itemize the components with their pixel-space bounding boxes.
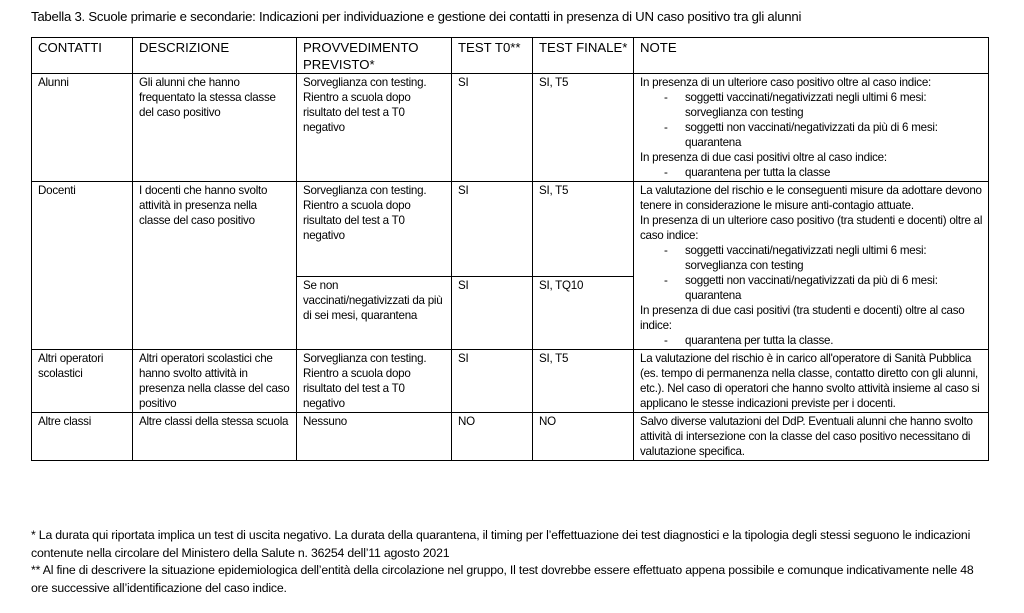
cell-test-finale: NO <box>533 413 634 461</box>
dash-marker: - <box>664 274 668 287</box>
cell-test-t0: SI <box>452 350 533 413</box>
header-note: NOTE <box>634 38 989 74</box>
note-paragraph: In presenza di un ulteriore caso positivo (tra studenti e docenti) oltre al caso indice: <box>640 214 983 242</box>
cell-provvedimento: Sorveglianza con testing. Rientro a scuola dopo risultato del test a T0 negativo <box>297 74 452 182</box>
note-bullet-text: soggetti non vaccinati/negativizzati da più di 6 mesi: quarantena <box>685 274 938 302</box>
note-bullet-text: quarantena per tutta la classe <box>685 166 831 179</box>
note-bullet-text: quarantena per tutta la classe. <box>685 334 834 347</box>
note-bullet-text: soggetti vaccinati/negativizzati negli ultimi 6 mesi: sorveglianza con testing <box>685 244 927 272</box>
cell-descrizione: Altre classi della stessa scuola <box>133 413 297 461</box>
contacts-table <box>31 37 989 461</box>
cell-note <box>634 350 989 413</box>
note-bullet <box>640 333 983 348</box>
cell-contatti: Altre classi <box>32 413 133 461</box>
table-row <box>32 74 989 182</box>
cell-test-t0: SI <box>452 182 533 277</box>
note-paragraph: La valutazione del rischio è in carico all'operatore di Sanità Pubblica (es. tempo di permanenza nella classe, contatto diretto con gli alunni, etc.). Nel caso di operatori che hanno svolto attività insieme al caso si applicano le stesse indicazioni previste per i docenti. <box>640 352 980 410</box>
cell-provvedimento: Sorveglianza con testing. Rientro a scuola dopo risultato del test a T0 negativo <box>297 350 452 413</box>
dash-marker: - <box>664 244 668 257</box>
note-bullet <box>640 90 983 120</box>
cell-provvedimento: Nessuno <box>297 413 452 461</box>
table-row <box>32 350 989 413</box>
table-header-row <box>32 38 989 74</box>
note-bullet <box>640 165 983 180</box>
cell-contatti: Docenti <box>32 182 133 350</box>
table-row <box>32 182 989 277</box>
cell-contatti: Altri operatori scolastici <box>32 350 133 413</box>
footnote-1: * La durata qui riportata implica un test di uscita negativo. La durata della quarantena, il timing per l’effettuazione dei test diagnostici e la tipologia degli stessi seguono le indicazioni contenute nella circolare del Ministero della Salute n. 36254 dell’11 agosto 2021 <box>31 528 971 560</box>
cell-test-t0: SI <box>452 277 533 350</box>
dash-marker: - <box>664 334 668 347</box>
cell-provvedimento: Se non vaccinati/negativizzati da più di sei mesi, quarantena <box>297 277 452 350</box>
dash-marker: - <box>664 121 668 134</box>
footnotes <box>31 527 991 597</box>
cell-provvedimento: Sorveglianza con testing. Rientro a scuola dopo risultato del test a T0 negativo <box>297 182 452 277</box>
cell-note <box>634 413 989 461</box>
header-test-t0: TEST T0** <box>452 38 533 74</box>
note-bullet <box>640 120 983 150</box>
footnote-2: ** Al fine di descrivere la situazione epidemiologica dell’entità della circolazione nel gruppo, Il test dovrebbe essere effettuato appena possibile e comunque indicativamente nelle 48 ore successive all’identificazione del caso indice. <box>31 563 974 595</box>
header-descrizione: DESCRIZIONE <box>133 38 297 74</box>
dash-marker: - <box>664 166 668 179</box>
note-bullet <box>640 243 983 273</box>
cell-descrizione: Gli alunni che hanno frequentato la stessa classe del caso positivo <box>133 74 297 182</box>
note-paragraph: In presenza di due casi positivi (tra studenti e docenti) oltre al caso indice: <box>640 304 965 332</box>
cell-descrizione: Altri operatori scolastici che hanno svolto attività in presenza nella classe del caso positivo <box>133 350 297 413</box>
header-test-finale: TEST FINALE* <box>533 38 634 74</box>
header-provvedimento <box>297 38 452 74</box>
cell-contatti: Alunni <box>32 74 133 182</box>
cell-note <box>634 182 989 350</box>
cell-note <box>634 74 989 182</box>
header-provvedimento-line2: PREVISTO* <box>303 57 375 72</box>
cell-descrizione: I docenti che hanno svolto attività in presenza nella classe del caso positivo <box>133 182 297 350</box>
header-contatti: CONTATTI <box>32 38 133 74</box>
table-caption: Tabella 3. Scuole primarie e secondarie: Indicazioni per individuazione e gestione dei contatti in presenza di UN caso positivo tra gli alunni <box>31 9 802 24</box>
note-paragraph: In presenza di un ulteriore caso positivo oltre al caso indice: <box>640 76 932 89</box>
note-paragraph: Salvo diverse valutazioni del DdP. Eventuali alunni che hanno svolto attività di intersezione con la classe del caso positivo necessitano di valutazione specifica. <box>640 415 973 458</box>
cell-test-finale: SI, T5 <box>533 182 634 277</box>
note-bullet-text: soggetti vaccinati/negativizzati negli ultimi 6 mesi: sorveglianza con testing <box>685 91 927 119</box>
note-paragraph: La valutazione del rischio e le conseguenti misure da adottare devono tenere in considerazione le misure anti-contagio attuate. <box>640 184 982 212</box>
cell-test-t0: NO <box>452 413 533 461</box>
note-paragraph: In presenza di due casi positivi oltre al caso indice: <box>640 151 887 164</box>
cell-test-finale: SI, TQ10 <box>533 277 634 350</box>
note-bullet-text: soggetti non vaccinati/negativizzati da più di 6 mesi: quarantena <box>685 121 938 149</box>
cell-test-finale: SI, T5 <box>533 350 634 413</box>
table-row <box>32 413 989 461</box>
cell-test-t0: SI <box>452 74 533 182</box>
header-provvedimento-line1: PROVVEDIMENTO <box>303 40 419 55</box>
cell-test-finale: SI, T5 <box>533 74 634 182</box>
note-bullet <box>640 273 983 303</box>
dash-marker: - <box>664 91 668 104</box>
